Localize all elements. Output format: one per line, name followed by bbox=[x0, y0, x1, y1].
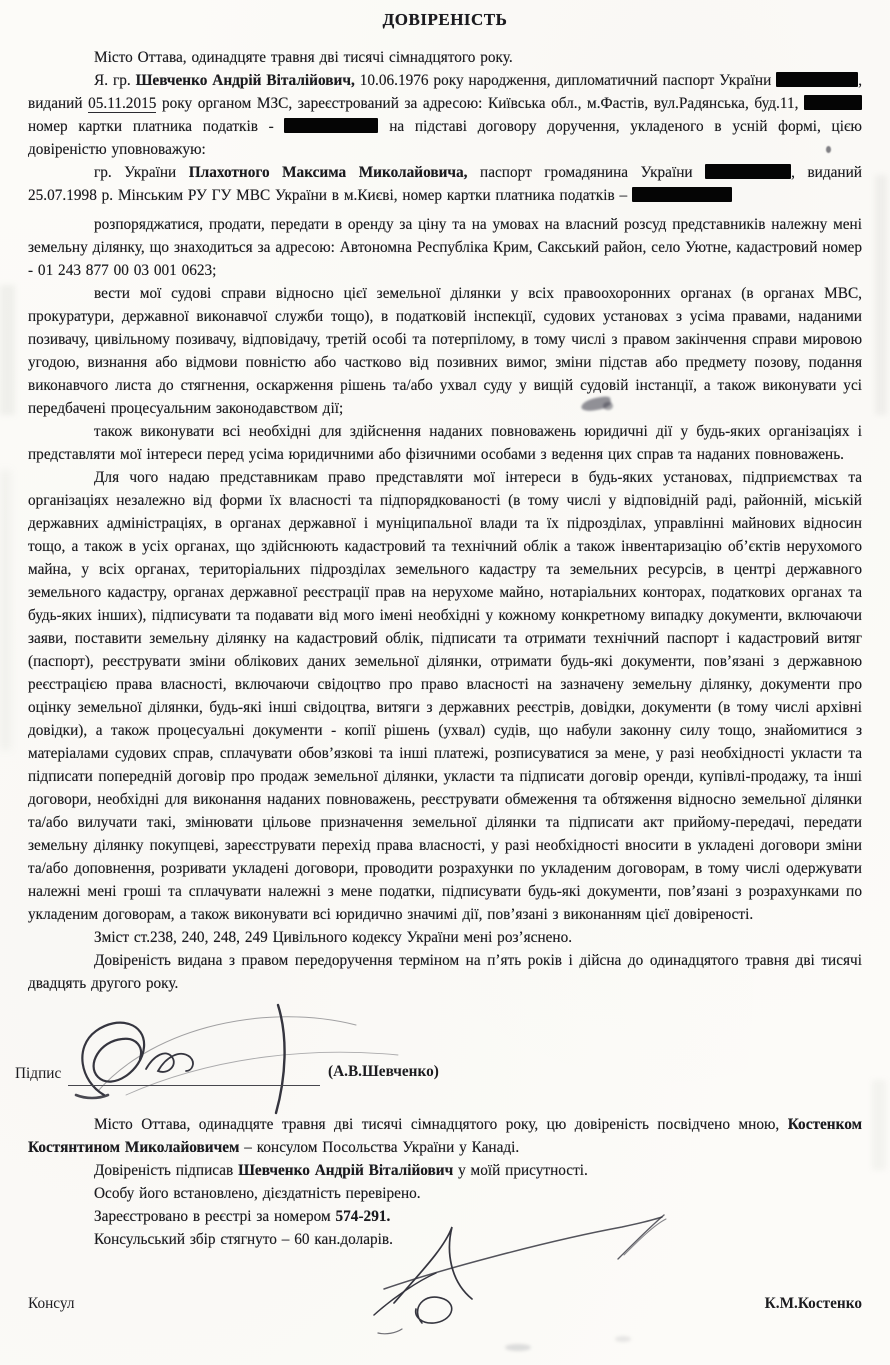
paragraph-attorney bbox=[28, 161, 862, 207]
consul-title-label: Консул bbox=[28, 1295, 75, 1312]
shevchenko-handwritten-signature bbox=[46, 1003, 446, 1115]
text-segment: Шевченко Андрій Віталійович, bbox=[135, 72, 355, 89]
text-segment: Довіреність підписав bbox=[94, 1162, 239, 1179]
text-segment: , виданий bbox=[28, 72, 863, 112]
text-segment: , виданий 25.07.1998 р. Мінським РУ ГУ МВС України в м.Києві, номер картки платника податків – bbox=[28, 164, 862, 204]
text-segment: у моїй присутності. bbox=[453, 1162, 588, 1179]
document-title: ДОВІРЕНІСТЬ bbox=[382, 10, 508, 29]
consul-footer-row bbox=[28, 1257, 862, 1349]
paragraph-principal bbox=[28, 69, 862, 161]
text-segment: також виконувати всі необхідні для здійснення наданих повноважень юридичні дії у будь-яких організаціях і представляти мої інтереси перед усіма юридичними або фізичними особами з ведення цих справ та наданих повноважень. bbox=[28, 423, 862, 463]
text-segment: Особу його встановлено, дієздатність перевірено. bbox=[94, 1185, 421, 1202]
redacted-text bbox=[284, 118, 378, 133]
text-segment: – консулом Посольства України у Канаді. bbox=[239, 1139, 520, 1156]
text-segment: Місто Оттава, одинадцяте травня дві тисячі сімнадцятого року. bbox=[94, 49, 513, 66]
text-segment: Місто Оттава, одинадцяте травня дві тисячі сімнадцятого року, цю довіреність посвідчено мною, bbox=[94, 1116, 788, 1133]
redacted-text bbox=[632, 187, 732, 202]
signature-label: Підпис bbox=[15, 1065, 62, 1082]
scan-artifact bbox=[875, 175, 887, 415]
paragraph-signed-in-presence bbox=[28, 1159, 862, 1182]
text-segment: Я. гр. bbox=[94, 72, 136, 89]
kostenko-handwritten-signature bbox=[366, 1211, 696, 1341]
text-segment: паспорт громадянина України bbox=[467, 164, 706, 181]
paragraph-civil-code bbox=[28, 926, 862, 949]
paragraph-powers-court bbox=[28, 282, 862, 420]
text-segment: на підставі договору доручення, укладеного в усній формі, цією довіреністю уповноважую: bbox=[28, 118, 862, 158]
text-segment: Зареєстровано в реєстрі за номером bbox=[94, 1208, 336, 1225]
redacted-text bbox=[776, 72, 858, 87]
text-segment: Зміст ст.238, 240, 248, 249 Цивільного кодексу України мені роз’яснено. bbox=[94, 929, 573, 946]
text-segment: Консульський збір стягнуто – 60 кан.доларів. bbox=[94, 1231, 393, 1248]
paragraph-place-date bbox=[28, 46, 862, 69]
text-segment: Шевченко Андрій Віталійович bbox=[238, 1162, 454, 1179]
signature-line bbox=[68, 1069, 320, 1086]
text-segment: вести мої судові справи відносно цієї земельної ділянки у всіх правоохоронних органах (в органах МВС, прокуратури, державної виконавчої служби тощо), в податковій інспекції, судових установах з усіма правами, наданими позивачу, цивільному позивачу, відповідачу, третій особі та потерпілому, в тому числі з правом закінчення справи мировою угодою, визнання або відмови повністю або частково від позивних вимог, зміни підстав або предмету позову, подання виконавчого листа до стягнення, оскарження рішень та/або ухвал суду у вищій судовій інстанції, а також виконувати усі передбачені процесуальним законодавством дії; bbox=[28, 285, 862, 417]
text-segment: номер картки платника податків - bbox=[28, 118, 285, 135]
text-segment: року органом МЗС, зареєстрований за адресою: Київська обл., м.Фастів, вул.Радянська, буд.11, bbox=[156, 95, 804, 112]
text-segment: Костенком Костянтином Миколайовичем bbox=[28, 1116, 862, 1156]
paragraph-powers-dispose bbox=[28, 213, 862, 282]
redacted-text bbox=[705, 164, 791, 179]
redacted-text bbox=[804, 95, 862, 110]
text-segment: Для чого надаю представникам право представляти мої інтереси в будь-яких установах, підприємствах та організаціях незалежно від форми їх власності та підпорядкованості (в тому числі у відповідній раді, районній, міській державних адміністраціях, в органах державної і муніципальної влади та їх підрозділах, управлінні майнових відносин тощо, а також в усіх органах, що здійснюють кадастровий та технічний облік а також інвентаризацію об’єктів нерухомого майна, у всіх органах, територіальних підрозділах земельного кадастру та земельних ресурсів, в центрі державного земельного кадастру, органах державної реєстрації прав на нерухоме майно, нотаріальних конторах, податкових органах та будь-яких інших), підписувати та подавати від мого імені необхідні у кожному конкретному випадку документи, включаючи заяви, поставити земельну ділянку на кадастровий облік, підписати та отримати технічний паспорт і кадастровий витяг (паспорт), реєструвати зміни облікових даних земельної ділянки, отримати будь-які документи, пов’язані з державною реєстрацією права власності, включаючи свідоцтво про право власності на зазначену земельну ділянку, документи про оцінку земельної ділянки, будь-які інші свідоцтва, витяги з державних реєстрів, довідки, документи (в тому числі архівні довідки), а також процесуальні документи - копії рішень (ухвал) судів, що набули законну силу тощо, знайомитися з матеріалами судових справ, сплачувати обов’язкові та інші платежі, розписуватися за мене, у разі необхідності укласти та підписати попередній договір про продаж земельної ділянки, укласти та підписати договір оренди, купівлі-продажу, та інші договори, необхідні для виконання наданих повноважень, реєструвати обмеження та обтяження відносно земельної ділянки та/або вилучати такі, змінювати цільове призначення земельної ділянки та підписати акт прийому-передачі, передати земельну ділянку покупцеві, зареєструвати перехід права власності, у разі необхідності вносити в укладені договори зміни та/або доповнення, розривати укладені договори, проводити розрахунки по укладеним договорам, в тому числі одержувати належні мені гроші та сплачувати належні з мене податки, підписувати будь-які документи, пов’язані з розрахунками по укладеним договорам, а також виконувати всі юридично значимі дії, пов’язані з виконанням цієї довіреності. bbox=[28, 469, 862, 923]
text-segment: 10.06.1976 року народження, дипломатичний паспорт України bbox=[354, 72, 777, 89]
signature-signer-name: (А.В.Шевченко) bbox=[328, 1063, 439, 1080]
document-body bbox=[28, 46, 862, 995]
text-segment: розпоряджатися, продати, передати в оренду за ціну та на умовах на власний розсуд представників належну мені земельну ділянку, що знаходиться за адресою: Автономна Республіка Крим, Сакський район, село Уютне, кадастровий номер - 01 243 877 00 03 001 0623; bbox=[28, 216, 862, 279]
text-segment: 05.11.2015 bbox=[88, 95, 157, 112]
paragraph-validity-term bbox=[28, 949, 862, 995]
consul-name: К.М.Костенко bbox=[764, 1295, 862, 1312]
principal-signature-row bbox=[15, 1029, 862, 1093]
text-segment: Плахотного Максима Миколайовича, bbox=[188, 164, 468, 181]
paragraph-powers-detailed bbox=[28, 466, 862, 926]
scan-artifact bbox=[0, 285, 15, 415]
paragraph-identity-verified bbox=[28, 1182, 862, 1205]
text-segment: Довіреність видана з правом передоручення терміном на п’ять років і дійсна до одинадцятого травня дві тисячі двадцять другого року. bbox=[28, 952, 862, 992]
paragraph-certification bbox=[28, 1113, 862, 1159]
scan-artifact bbox=[0, 470, 11, 750]
paragraph-powers-legal-actions bbox=[28, 420, 862, 466]
scan-artifact bbox=[872, 1080, 886, 1170]
text-segment: гр. України bbox=[94, 164, 189, 181]
text-segment: 574-291. bbox=[335, 1208, 391, 1225]
